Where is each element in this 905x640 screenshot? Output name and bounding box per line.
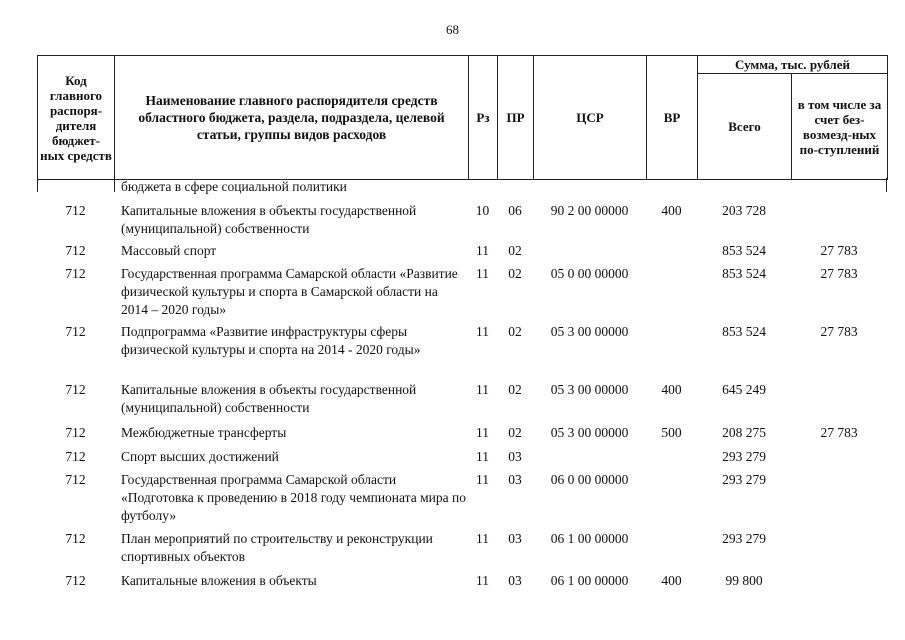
row-vr: 400 xyxy=(661,203,682,218)
row-code: 712 xyxy=(65,425,86,440)
row-csr: 05 3 00 00000 xyxy=(550,324,629,339)
row-vr: 400 xyxy=(661,573,682,588)
row-csr: 06 1 00 00000 xyxy=(550,573,629,588)
row-code: 712 xyxy=(65,324,86,339)
row-code: 712 xyxy=(65,472,86,487)
row-pr: 02 xyxy=(508,425,522,440)
row-code: 712 xyxy=(65,203,86,218)
row-total: 645 249 xyxy=(722,382,766,397)
row-pr: 02 xyxy=(508,266,522,281)
row-rz: 11 xyxy=(476,531,489,546)
row-rz: 11 xyxy=(476,324,489,339)
row-csr: 05 3 00 00000 xyxy=(550,382,629,397)
header-code: Код главного распоря-дителя бюджет-ных средств xyxy=(38,56,115,180)
row-pr: 03 xyxy=(508,449,522,464)
row-code: 712 xyxy=(65,449,86,464)
header-csr: ЦСР xyxy=(534,56,647,180)
row-name: Подпрограмма «Развитие инфраструктуры сферы физической культуры и спорта на 2014 - 2020 годы» xyxy=(121,324,421,357)
row-total: 853 524 xyxy=(722,266,766,281)
row-pr: 03 xyxy=(508,472,522,487)
row-name: Массовый спорт xyxy=(121,243,217,258)
row-name: Государственная программа Самарской области «Развитие физической культуры и спорта в Самарской области на 2014 – 2020 годы» xyxy=(121,266,458,317)
row-total: 203 728 xyxy=(722,203,766,218)
table-header xyxy=(37,55,888,180)
row-free: 27 783 xyxy=(820,243,858,258)
row-pr: 03 xyxy=(508,531,522,546)
row-csr: 06 1 00 00000 xyxy=(550,531,629,546)
row-free: 27 783 xyxy=(820,324,858,339)
row-code: 712 xyxy=(65,531,86,546)
row-name: Межбюджетные трансферты xyxy=(121,425,287,440)
row-total: 99 800 xyxy=(725,573,763,588)
row-csr: 05 3 00 00000 xyxy=(550,425,629,440)
row-csr: 05 0 00 00000 xyxy=(550,266,629,281)
row-rz: 11 xyxy=(476,382,489,397)
row-csr: 90 2 00 00000 xyxy=(550,203,629,218)
row-pr: 02 xyxy=(508,324,522,339)
header-free: в том числе за счет без-возмезд-ных по-ступлений xyxy=(792,74,888,180)
header-sum: Сумма, тыс. рублей xyxy=(698,56,888,74)
row-total: 293 279 xyxy=(722,531,766,546)
row-name: Государственная программа Самарской области «Подготовка к проведению в 2018 году чемпионата мира по футболу» xyxy=(121,472,466,523)
row-total: 853 524 xyxy=(722,243,766,258)
row-rz: 11 xyxy=(476,243,489,258)
row-rz: 11 xyxy=(476,425,489,440)
row-name: Капитальные вложения в объекты xyxy=(121,573,317,588)
row-rz: 11 xyxy=(476,573,489,588)
header-name: Наименование главного распорядителя средств областного бюджета, раздела, подраздела, целевой статьи, группы видов расходов xyxy=(115,56,469,180)
row-total: 293 279 xyxy=(722,472,766,487)
row-rz: 11 xyxy=(476,266,489,281)
header-total: Всего xyxy=(698,74,792,180)
row-free: 27 783 xyxy=(820,266,858,281)
header-pr: ПР xyxy=(498,56,534,180)
row-pr: 02 xyxy=(508,382,522,397)
row-total: 853 524 xyxy=(722,324,766,339)
row-name: Капитальные вложения в объекты государственной (муниципальной) собственности xyxy=(121,203,417,236)
row-rz: 10 xyxy=(475,203,490,218)
row-rz: 11 xyxy=(476,472,489,487)
row-pr: 03 xyxy=(508,573,522,588)
row-name: Спорт высших достижений xyxy=(121,449,279,464)
row-code: 712 xyxy=(65,266,86,281)
header-rz: Рз xyxy=(469,56,498,180)
row-csr: 06 0 00 00000 xyxy=(550,472,629,487)
row-free: 27 783 xyxy=(820,425,858,440)
row-rz: 11 xyxy=(476,449,489,464)
row-vr: 500 xyxy=(661,425,682,440)
row-total: 208 275 xyxy=(722,425,766,440)
row-code: 712 xyxy=(65,243,86,258)
header-vr: ВР xyxy=(647,56,698,180)
continuation-text: бюджета в сфере социальной политики xyxy=(121,179,347,194)
row-name: План мероприятий по строительству и реконструкции спортивных объектов xyxy=(121,531,433,564)
row-total: 293 279 xyxy=(722,449,766,464)
row-vr: 400 xyxy=(661,382,682,397)
row-pr: 06 xyxy=(508,203,522,218)
row-pr: 02 xyxy=(508,243,522,258)
page-number: 68 xyxy=(446,22,459,37)
row-name: Капитальные вложения в объекты государственной (муниципальной) собственности xyxy=(121,382,417,415)
row-code: 712 xyxy=(65,382,86,397)
row-code: 712 xyxy=(65,573,86,588)
